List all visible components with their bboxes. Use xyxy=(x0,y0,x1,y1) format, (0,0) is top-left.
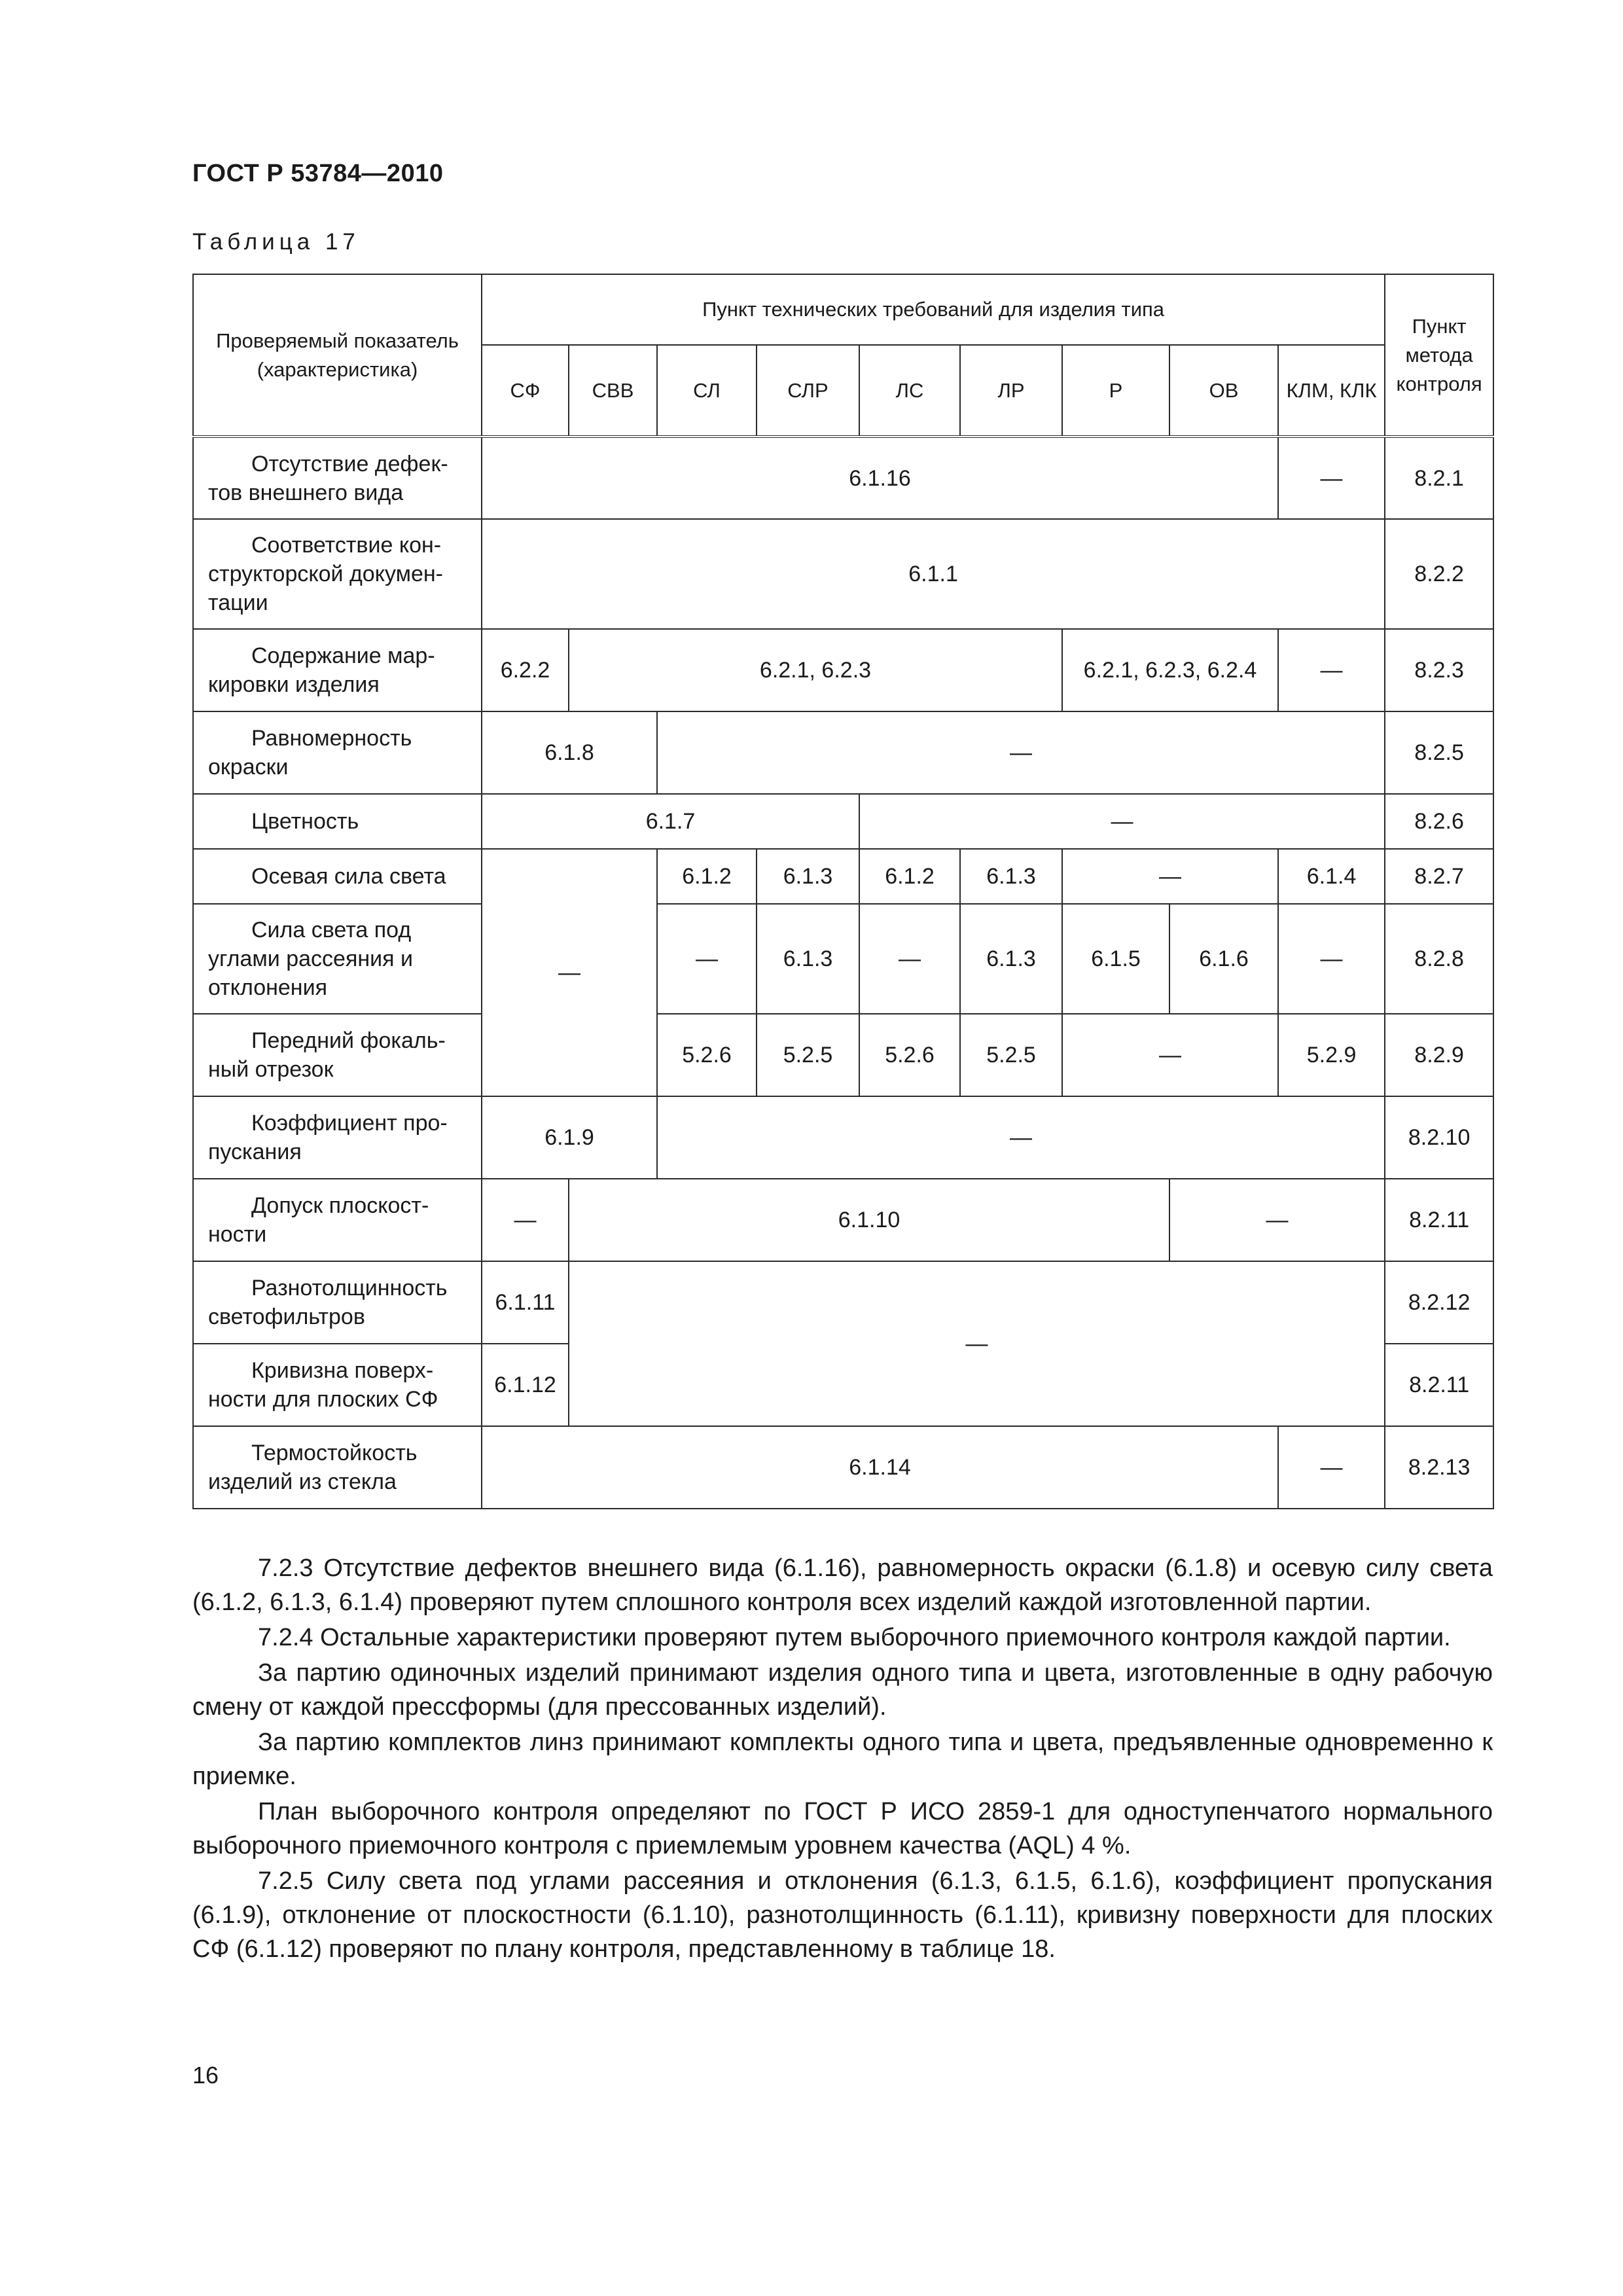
table-row xyxy=(193,1096,1493,1179)
paragraph: 7.2.4 Остальные характеристики проверяют путем выборочного приемочного контроля каждой партии. xyxy=(258,1624,1451,1651)
value-cell: — xyxy=(657,1096,1385,1179)
type-header: СЛР xyxy=(757,345,859,437)
method-cell: 8.2.10 xyxy=(1385,1096,1493,1179)
value-cell: — xyxy=(482,849,657,1096)
value-cell: 6.1.1 xyxy=(482,519,1385,629)
value-cell: 5.2.6 xyxy=(657,1014,757,1096)
value-cell: 6.1.8 xyxy=(482,711,657,794)
type-header: Р xyxy=(1062,345,1169,437)
table-row xyxy=(193,711,1493,794)
value-cell: 6.2.2 xyxy=(482,629,569,711)
value-cell: 6.1.10 xyxy=(569,1179,1169,1261)
indicator-cell: Равномерность окраски xyxy=(193,711,482,794)
value-cell: — xyxy=(1278,1426,1385,1509)
value-cell: — xyxy=(859,794,1385,849)
value-cell: — xyxy=(1278,437,1385,519)
value-cell: 6.2.1, 6.2.3 xyxy=(569,629,1062,711)
type-header: СВВ xyxy=(569,345,657,437)
paragraph: 7.2.5 Силу света под углами рассеяния и отклонения (6.1.3, 6.1.5, 6.1.6), коэффициент пропускания (6.1.9), отклонение от плоскостности (6.1.10), разнотолщинность (6.1.11), кривизну поверхности для плоских СФ (6.1.12) проверяют по плану контроля, представленному в таблице 18. xyxy=(192,1867,1493,1963)
indicator-cell: Допуск плоскост- ности xyxy=(193,1179,482,1261)
value-cell: 6.1.11 xyxy=(482,1261,569,1344)
method-cell: 8.2.6 xyxy=(1385,794,1493,849)
value-cell: 6.1.5 xyxy=(1062,904,1169,1014)
paragraph: 7.2.3 Отсутствие дефектов внешнего вида (6.1.16), равномерность окраски (6.1.8) и осевую силу света (6.1.2, 6.1.3, 6.1.4) проверяют путем сплошного контроля всех изделий каждой изготовленной партии. xyxy=(192,1554,1493,1616)
value-cell: 6.1.6 xyxy=(1169,904,1278,1014)
table-caption: Таблица 17 xyxy=(192,229,360,255)
table-row xyxy=(193,1179,1493,1261)
value-cell: 5.2.5 xyxy=(960,1014,1062,1096)
method-cell: 8.2.11 xyxy=(1385,1344,1493,1426)
value-cell: 6.1.3 xyxy=(960,904,1062,1014)
type-header: ЛР xyxy=(960,345,1062,437)
value-cell: — xyxy=(1278,904,1385,1014)
value-cell: 6.1.12 xyxy=(482,1344,569,1426)
method-cell: 8.2.8 xyxy=(1385,904,1493,1014)
indicator-cell: Коэффициент про- пускания xyxy=(193,1096,482,1179)
value-cell: 6.1.2 xyxy=(657,849,757,904)
method-cell: 8.2.9 xyxy=(1385,1014,1493,1096)
table-row xyxy=(193,904,1493,1014)
indicator-cell: Термостойкость изделий из стекла xyxy=(193,1426,482,1509)
method-cell: 8.2.3 xyxy=(1385,629,1493,711)
value-cell: 6.1.3 xyxy=(757,904,859,1014)
value-cell: — xyxy=(1062,849,1278,904)
value-cell: — xyxy=(1062,1014,1278,1096)
indicator-cell: Цветность xyxy=(193,794,482,849)
requirements-table xyxy=(192,274,1494,1509)
paragraph: За партию комплектов линз принимают комплекты одного типа и цвета, предъявленные одновременно к приемке. xyxy=(192,1729,1493,1790)
value-cell: 6.1.2 xyxy=(859,849,960,904)
type-header: СФ xyxy=(482,345,569,437)
value-cell: 6.1.3 xyxy=(757,849,859,904)
value-cell: — xyxy=(657,904,757,1014)
value-cell: 6.1.7 xyxy=(482,794,859,849)
indicator-cell: Отсутствие дефек- тов внешнего вида xyxy=(193,437,482,519)
table-row xyxy=(193,1426,1493,1509)
type-header: ЛС xyxy=(859,345,960,437)
document-code: ГОСТ Р 53784—2010 xyxy=(192,160,444,187)
table-head-row xyxy=(193,274,1493,345)
paragraph: За партию одиночных изделий принимают изделия одного типа и цвета, изготовленные в одну рабочую смену от каждой прессформы (для прессованных изделий). xyxy=(192,1659,1493,1721)
method-cell: 8.2.1 xyxy=(1385,437,1493,519)
value-cell: — xyxy=(482,1179,569,1261)
body-text xyxy=(192,1551,1493,1966)
value-cell: — xyxy=(569,1261,1385,1426)
value-cell: — xyxy=(657,711,1385,794)
method-cell: 8.2.13 xyxy=(1385,1426,1493,1509)
table-row xyxy=(193,1261,1493,1344)
method-cell: 8.2.7 xyxy=(1385,849,1493,904)
indicator-cell: Содержание мар- кировки изделия xyxy=(193,629,482,711)
type-group-header: Пункт технических требований для изделия типа xyxy=(482,274,1385,345)
type-header: СЛ xyxy=(657,345,757,437)
table-row xyxy=(193,519,1493,629)
page-number: 16 xyxy=(192,2062,219,2089)
method-cell: 8.2.12 xyxy=(1385,1261,1493,1344)
indicator-cell: Передний фокаль- ный отрезок xyxy=(193,1014,482,1096)
value-cell: — xyxy=(859,904,960,1014)
indicator-cell: Сила света под углами рассеяния и отклонения xyxy=(193,904,482,1014)
indicator-cell: Осевая сила света xyxy=(193,849,482,904)
table-row xyxy=(193,1014,1493,1096)
value-cell: 5.2.9 xyxy=(1278,1014,1385,1096)
value-cell: 6.1.14 xyxy=(482,1426,1278,1509)
indicator-cell: Разнотолщинность светофильтров xyxy=(193,1261,482,1344)
value-cell: 6.1.9 xyxy=(482,1096,657,1179)
table-row xyxy=(193,849,1493,904)
table-row xyxy=(193,437,1493,519)
value-cell: 6.2.1, 6.2.3, 6.2.4 xyxy=(1062,629,1278,711)
table-row xyxy=(193,794,1493,849)
method-cell: 8.2.2 xyxy=(1385,519,1493,629)
value-cell: — xyxy=(1278,629,1385,711)
type-header: ОВ xyxy=(1169,345,1278,437)
value-cell: — xyxy=(1169,1179,1385,1261)
method-header: Пункт метода контроля xyxy=(1385,274,1493,437)
value-cell: 6.1.16 xyxy=(482,437,1278,519)
value-cell: 6.1.3 xyxy=(960,849,1062,904)
value-cell: 6.1.4 xyxy=(1278,849,1385,904)
value-cell: 5.2.5 xyxy=(757,1014,859,1096)
paragraph: План выборочного контроля определяют по ГОСТ Р ИСО 2859-1 для одноступенчатого нормального выборочного приемочного контроля с приемлемым уровнем качества (AQL) 4 %. xyxy=(192,1798,1493,1859)
indicator-cell: Соответствие кон- структорской докумен- тации xyxy=(193,519,482,629)
method-cell: 8.2.5 xyxy=(1385,711,1493,794)
indicator-cell: Кривизна поверх- ности для плоских СФ xyxy=(193,1344,482,1426)
table-row xyxy=(193,629,1493,711)
type-header: КЛМ, КЛК xyxy=(1278,345,1385,437)
value-cell: 5.2.6 xyxy=(859,1014,960,1096)
method-cell: 8.2.11 xyxy=(1385,1179,1493,1261)
indicator-header: Проверяемый показатель (характеристика) xyxy=(193,274,482,437)
